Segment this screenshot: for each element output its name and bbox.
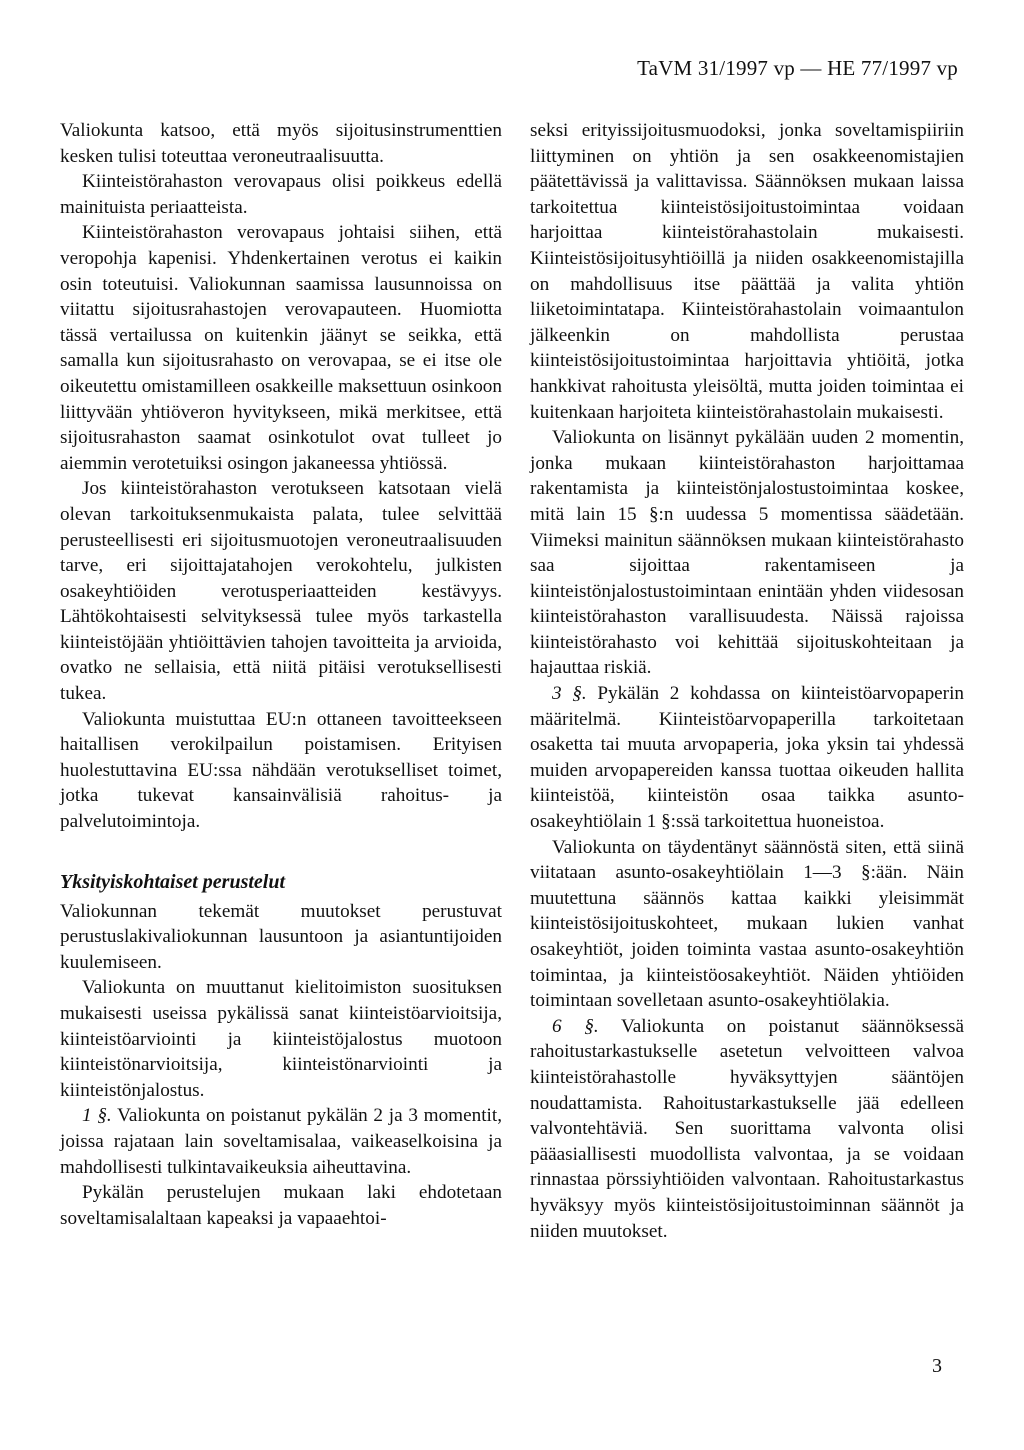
page-number: 3 xyxy=(932,1355,942,1377)
body-paragraph: Valiokunnan tekemät muutokset perustuvat perustuslakivaliokunnan lausuntoon ja asiantuntijoiden kuulemiseen. xyxy=(60,900,502,973)
section-text: Pykälän 2 kohdassa on kiinteistöarvopaperin määritelmä. Kiinteistöarvopaperilla tarkoitetaan osaketta tai muuta arvopaperia, joka yksin tai yhdessä muiden arvopapereiden kanssa tuottaa oikeuden hallita kiinteistöä, kiinteistön osaa taikka asunto-osakeyhtiölain 1 §:ssä tarkoitettua huoneistoa. xyxy=(530,683,964,833)
body-paragraph: Valiokunta on täydentänyt säännöstä siten, että siinä viitataan asunto-osakeyhtiölain 1—3 §:ään. Näin muutettuna säännös kattaa kaikki yleisimmät kiinteistösijoituskohteet, mukaan lukien vanhat osakeyhtiöt, joiden toiminta vastaa asunto-osakeyhtiön toimintaa, ja kiinteistöosakeyhtiöt. Näiden yhtiöiden toimintaan sovelletaan asunto-osakeyhtiölakia. xyxy=(530,836,964,1012)
body-paragraph: seksi erityissijoitusmuodoksi, jonka soveltamispiiriin liittyminen on yhtiön ja sen osakkeenomistajien päätettävissä ja valittavissa. Säännöksen mukaan laissa tarkoitettua kiinteistösijoitustoimintaa voidaan harjoittaa kiinteistörahastolain mukaisesti. Kiinteistösijoitusyhtiöillä ja niiden osakkeenomistajilla on mahdollisuus itse päättää ja valita yhtiön liiketoimintatapa. Kiinteistörahastolain voimaantulon jälkeenkin on mahdollista perustaa kiinteistösijoitustoimintaa harjoittavia yhtiöitä, jotka hankkivat rahoitusta yleisöltä, mutta joiden toimintaa ei kuitenkaan harjoiteta kiinteistörahastolain mukaisesti. xyxy=(530,120,964,423)
section-label: 1 §. xyxy=(82,1105,112,1127)
right-column xyxy=(530,118,964,1244)
body-paragraph: Pykälän perustelujen mukaan laki ehdotetaan soveltamisalaltaan kapeaksi ja vapaaehtoi- xyxy=(60,1182,502,1229)
section-heading: Yksityiskohtaiset perustelut xyxy=(60,870,286,893)
body-paragraph: Valiokunta katsoo, että myös sijoitusinstrumenttien kesken tulisi toteuttaa veroneutraalisuutta. xyxy=(60,120,502,167)
left-column xyxy=(60,118,502,1231)
body-paragraph: Kiinteistörahaston verovapaus olisi poikkeus edellä mainituista periaatteista. xyxy=(60,171,502,218)
section-paragraph-1 xyxy=(60,1103,502,1180)
section-label: 6 §. xyxy=(552,1015,599,1037)
body-paragraph: Valiokunta muistuttaa EU:n ottaneen tavoitteekseen haitallisen verokilpailun poistamisen. Erityisen huolestuttavina EU:ssa nähdään verotukselliset toimet, jotka tukevat kansainvälisiä rahoitus- ja palvelutoimintoja. xyxy=(60,708,502,833)
section-text: Valiokunta on poistanut säännöksessä rahoitustarkastukselle asetetun velvoitteen valvoa kiinteistörahastolle hyväksyttyjen sääntöjen noudattamista. Rahoitustarkastukselle jää edelleen valvontehtäviä. Sen suorittama valvonta olisi pääasiallisesti muodollista valvontaa, ja se voidaan rinnastaa pörssiyhtiöiden valvontaan. Rahoitustarkastus hyväksyy myös kiinteistösijoitustoiminnan säännöt ja niiden muutokset. xyxy=(530,1015,965,1242)
section-paragraph-3 xyxy=(530,681,964,835)
section-label: 3 §. xyxy=(552,683,587,705)
running-head: TaVM 31/1997 vp — HE 77/1997 vp xyxy=(637,56,958,80)
section-text: Valiokunta on poistanut pykälän 2 ja 3 momentit, joissa rajataan lain soveltamisalaa, vaikeaselkoisina ja mahdollisesti tulkintavaikeuksia aiheuttavina. xyxy=(60,1105,503,1178)
body-paragraph: Jos kiinteistörahaston verotukseen katsotaan vielä olevan tarkoituksenmukaista palata, tulee selvittää perusteellisesti eri sijoitusmuotojen veroneutraalisuuden tarve, eri sijoittajatahojen verokohtelu, julkisten osakeyhtiöiden verotusperiaatteiden kestävyys. Lähtökohtaisesti selvityksessä tulee myös tarkastella kiinteistöjään yhtiöittävien tahojen tavoitteita ja arvioida, ovatko ne sellaisia, että niitä pitäisi verotuksellisesti tukea. xyxy=(60,478,502,705)
body-paragraph: Valiokunta on lisännyt pykälään uuden 2 momentin, jonka mukaan kiinteistörahaston harjoittamaa rakentamista ja kiinteistönjalostustoimintaa koskee, mitä lain 15 §:n uudessa 5 momentissa säädetään. Viimeksi mainitun säännöksen mukaan kiinteistörahasto saa sijoittaa rakentamiseen ja kiinteistönjalostustoimintaan enintään yhden viidesosan kiinteistörahaston varallisuudesta. Näissä rajoissa kiinteistörahasto voi kehittää sijoituskohteitaan ja hajauttaa riskiä. xyxy=(530,427,964,679)
body-paragraph: Kiinteistörahaston verovapaus johtaisi siihen, että veropohja kapenisi. Yhdenkertainen verotus ei kaikin osin toteutuisi. Valiokunnan saamissa lausunnoissa on viitattu sijoitusrahastojen verovapauteen. Huomiotta tässä vertailussa on kuitenkin jäänyt se seikka, että samalla kun sijoitusrahasto on verovapaa, se ei itse ole oikeutettu omistamilleen osakkeille maksettuun osinkoon liittyvään yhtiöveron hyvitykseen, mikä merkitsee, että sijoitusrahaston saamat osinkotulot ovat tulleet jo aiemmin verotetuiksi osingon jakaneessa yhtiössä. xyxy=(60,222,502,474)
body-paragraph: Valiokunta on muuttanut kielitoimiston suosituksen mukaisesti useissa pykälissä sanat kiinteistöarvioitsija, kiinteistöarviointi ja kiinteistöjalostus muotoon kiinteistönarvioitsija, kiinteistönarviointi ja kiinteistönjalostus. xyxy=(60,977,502,1101)
section-paragraph-6 xyxy=(530,1014,964,1244)
